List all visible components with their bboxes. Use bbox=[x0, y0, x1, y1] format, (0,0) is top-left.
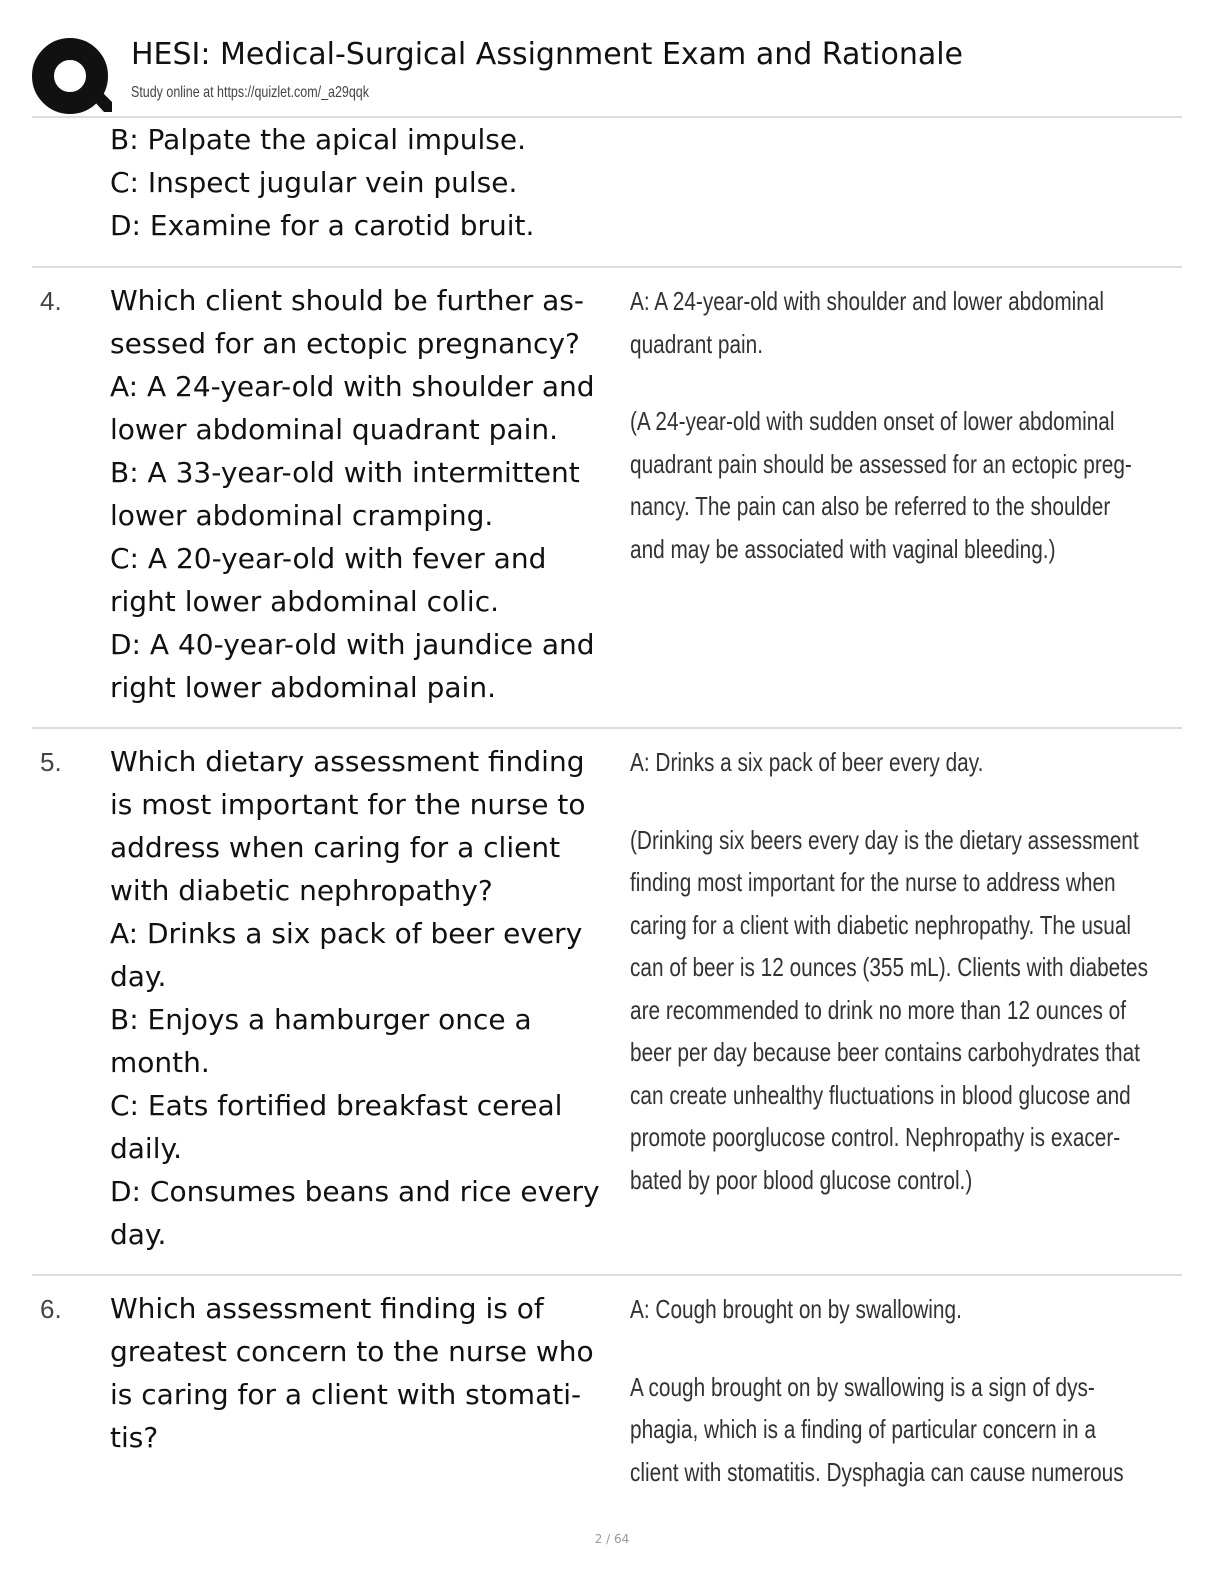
question-6-text bbox=[110, 1287, 630, 1459]
question-line: Which client should be further as- bbox=[110, 284, 584, 317]
divider bbox=[32, 266, 1182, 268]
option-b: B: Enjoys a hamburger once a bbox=[110, 1003, 532, 1036]
answer-line: A: Drinks a six pack of beer every day. bbox=[630, 747, 984, 777]
question-4-text bbox=[110, 279, 630, 709]
option-d: D: A 40-year-old with jaundice and bbox=[110, 628, 595, 661]
rationale-line: beer per day because beer contains carbohydrates that bbox=[630, 1037, 1140, 1067]
page-header bbox=[0, 0, 1224, 118]
rationale-line: (Drinking six beers every day is the dietary assessment bbox=[630, 824, 1139, 855]
question-5-answer bbox=[630, 741, 1190, 1201]
rationale-line: quadrant pain should be assessed for an ectopic preg- bbox=[630, 448, 1132, 479]
rationale-line: bated by poor blood glucose control.) bbox=[630, 1164, 973, 1195]
question-line: is caring for a client with stomati- bbox=[110, 1378, 582, 1411]
rationale-line: can of beer is 12 ounces (355 mL). Clients with diabetes bbox=[630, 952, 1148, 982]
option-a: A: Drinks a six pack of beer every bbox=[110, 917, 583, 950]
rationale-line: A cough brought on by swallowing is a sign of dys- bbox=[630, 1371, 1095, 1402]
rationale-line: and may be associated with vaginal bleeding.) bbox=[630, 533, 1056, 564]
rationale-line: promote poorglucose control. Nephropathy is exacer- bbox=[630, 1122, 1121, 1152]
page-number: 2 / 64 bbox=[594, 1532, 630, 1546]
question-line: sessed for an ectopic pregnancy? bbox=[110, 327, 580, 360]
rationale-line: caring for a client with diabetic nephropathy. The usual bbox=[630, 909, 1132, 940]
option-b: B: Palpate the apical impulse. bbox=[110, 123, 527, 156]
option-c: C: Eats fortified breakfast cereal bbox=[110, 1089, 563, 1122]
divider bbox=[32, 727, 1182, 729]
question-line: greatest concern to the nurse who bbox=[110, 1335, 594, 1368]
option-d-cont: day. bbox=[110, 1218, 167, 1251]
option-a-cont: day. bbox=[110, 960, 167, 993]
rationale-line: client with stomatitis. Dysphagia can cause numerous bbox=[630, 1456, 1124, 1487]
question-6-answer bbox=[630, 1288, 1190, 1493]
option-b-cont: lower abdominal cramping. bbox=[110, 499, 494, 532]
answer-line: A: Cough brought on by swallowing. bbox=[630, 1294, 962, 1324]
option-a: A: A 24-year-old with shoulder and bbox=[110, 370, 595, 403]
rationale-line: (A 24-year-old with sudden onset of lower abdominal bbox=[630, 406, 1115, 436]
rationale-line: can create unhealthy fluctuations in blood glucose and bbox=[630, 1079, 1131, 1110]
continued-options bbox=[110, 118, 534, 247]
question-4-answer bbox=[630, 280, 1190, 570]
question-line: Which assessment finding is of bbox=[110, 1292, 544, 1325]
question-line: Which dietary assessment finding bbox=[110, 745, 585, 778]
option-d: D: Consumes beans and rice every bbox=[110, 1175, 600, 1208]
question-5-text bbox=[110, 740, 630, 1256]
rationale-line: nancy. The pain can also be referred to the shoulder bbox=[630, 491, 1111, 521]
divider bbox=[32, 1274, 1182, 1276]
question-line: tis? bbox=[110, 1421, 159, 1454]
option-c-cont: right lower abdominal colic. bbox=[110, 585, 499, 618]
question-number: 4. bbox=[40, 286, 62, 316]
quizlet-logo-icon bbox=[32, 36, 114, 118]
option-d: D: Examine for a carotid bruit. bbox=[110, 209, 535, 242]
document-title: HESI: Medical-Surgical Assignment Exam and Rationale bbox=[131, 37, 964, 72]
question-number: 5. bbox=[40, 747, 62, 777]
option-c: C: A 20-year-old with fever and bbox=[110, 542, 547, 575]
question-line: with diabetic nephropathy? bbox=[110, 874, 493, 907]
answer-line: quadrant pain. bbox=[630, 328, 763, 359]
option-a-cont: lower abdominal quadrant pain. bbox=[110, 413, 559, 446]
study-online-link[interactable]: Study online at https://quizlet.com/_a29qqk bbox=[131, 84, 369, 101]
option-c-cont: daily. bbox=[110, 1132, 182, 1165]
option-d-cont: right lower abdominal pain. bbox=[110, 671, 496, 704]
option-c: C: Inspect jugular vein pulse. bbox=[110, 166, 518, 199]
rationale-line: phagia, which is a finding of particular concern in a bbox=[630, 1414, 1096, 1444]
rationale-line: are recommended to drink no more than 12 ounces of bbox=[630, 994, 1127, 1025]
option-b-cont: month. bbox=[110, 1046, 210, 1079]
question-line: address when caring for a client bbox=[110, 831, 561, 864]
question-line: is most important for the nurse to bbox=[110, 788, 586, 821]
rationale-line: finding most important for the nurse to address when bbox=[630, 867, 1116, 897]
answer-line: A: A 24-year-old with shoulder and lower abdominal bbox=[630, 286, 1105, 316]
question-number: 6. bbox=[40, 1294, 62, 1324]
option-b: B: A 33-year-old with intermittent bbox=[110, 456, 580, 489]
